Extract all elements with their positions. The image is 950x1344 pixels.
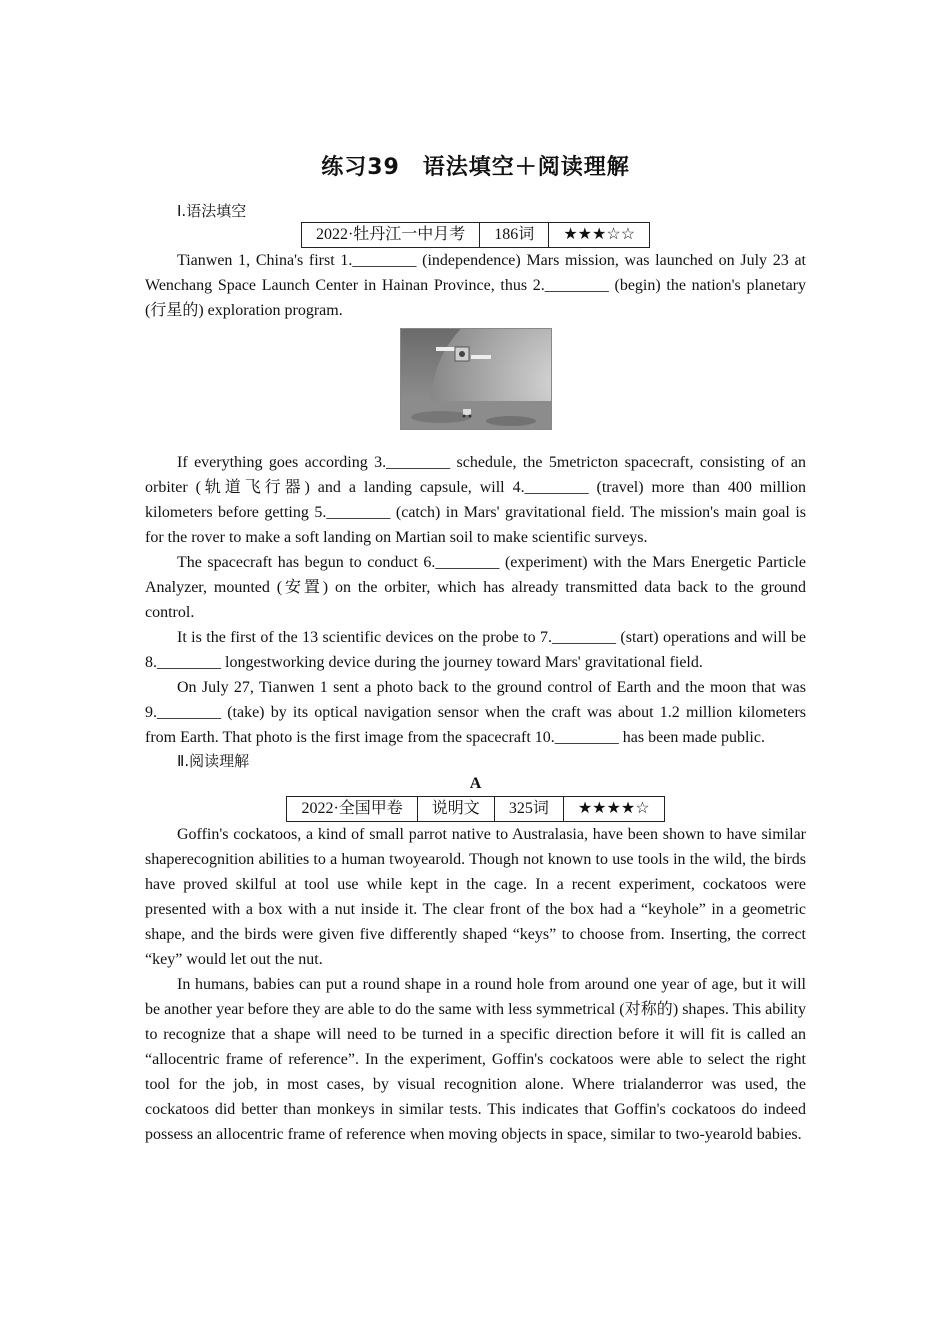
paragraph: Goffin's cockatoos, a kind of small parrot native to Australasia, have been shown to have similar shaperecognition abilities to a human twoyearold. Though not known to use tools in the wild, the birds have proved skilful at tool use while kept in the cage. In a recent experiment, cockatoos were presented with a box with a nut inside it. The clear front of the box had a “keyhole” in a geometric shape, and the birds were given five differently shaped “keys” to choose from. Inserting, the correct “key” would let out the nut. bbox=[145, 826, 806, 968]
section-heading-reading: Ⅱ.阅读理解 bbox=[177, 752, 250, 770]
section-heading-grammar: Ⅰ.语法填空 bbox=[177, 202, 247, 220]
meta-difficulty: ★★★☆☆ bbox=[549, 223, 650, 248]
paragraph: Tianwen 1, China's first 1.________ (independence) Mars mission, was launched on July 23 at Wenchang Space Launch Center in Hainan Province, thus 2.________ (begin) the nation's planetary (行星的) exploration program. bbox=[145, 252, 806, 319]
meta-word-count: 186词 bbox=[480, 223, 549, 248]
paragraph: If everything goes according 3.________ schedule, the 5metricton spacecraft, consisting of an orbiter (轨道飞行器) and a landing capsule, will 4.________ (travel) more than 400 million kilometers before getting 5.________ (catch) in Mars' gravitational field. The mission's main goal is for the rover to make a soft landing on Martian soil to make scientific surveys. bbox=[145, 454, 806, 546]
meta-table-grammar bbox=[301, 222, 650, 248]
document-page bbox=[145, 150, 806, 1147]
passage-label: A bbox=[469, 775, 482, 792]
meta-table-reading bbox=[286, 796, 664, 822]
paragraph: On July 27, Tianwen 1 sent a photo back to the ground control of Earth and the moon that was 9.________ (take) by its optical navigation sensor when the craft was about 1.2 million kilometers from Earth. That photo is the first image from the spacecraft 10.________ has been made public. bbox=[145, 679, 806, 746]
paragraph: The spacecraft has begun to conduct 6.________ (experiment) with the Mars Energetic Particle Analyzer, mounted (安置) on the orbiter, which has already transmitted data back to the ground control. bbox=[145, 554, 806, 621]
meta-source: 2022·全国甲卷 bbox=[287, 797, 417, 822]
spacecraft-image bbox=[400, 328, 552, 430]
meta-genre: 说明文 bbox=[417, 797, 494, 822]
meta-word-count: 325词 bbox=[494, 797, 563, 822]
mars-spacecraft-illustration bbox=[401, 329, 551, 429]
page-title: 练习39 语法填空＋阅读理解 bbox=[321, 155, 630, 180]
paragraph: In humans, babies can put a round shape in a round hole from around one year of age, but it will be another year before they are able to do the same with less symmetrical (对称的) shapes. This ability to recognize that a shape will need to be turned in a specific direction before it will fit is called an “allocentric frame of reference”. In the experiment, Goffin's cockatoos were able to select the right tool for the job, in most cases, by visual recognition alone. Where trialanderror was used, the cockatoos did better than monkeys in similar tests. This indicates that Goffin's cockatoos do indeed possess an allocentric frame of reference when moving objects in space, similar to two-yearold babies. bbox=[145, 976, 806, 1143]
meta-difficulty: ★★★★☆ bbox=[563, 797, 664, 822]
paragraph: It is the first of the 13 scientific devices on the probe to 7.________ (start) operations and will be 8.________ longestworking device during the journey toward Mars' gravitational field. bbox=[145, 629, 806, 671]
meta-source: 2022·牡丹江一中月考 bbox=[301, 223, 479, 248]
